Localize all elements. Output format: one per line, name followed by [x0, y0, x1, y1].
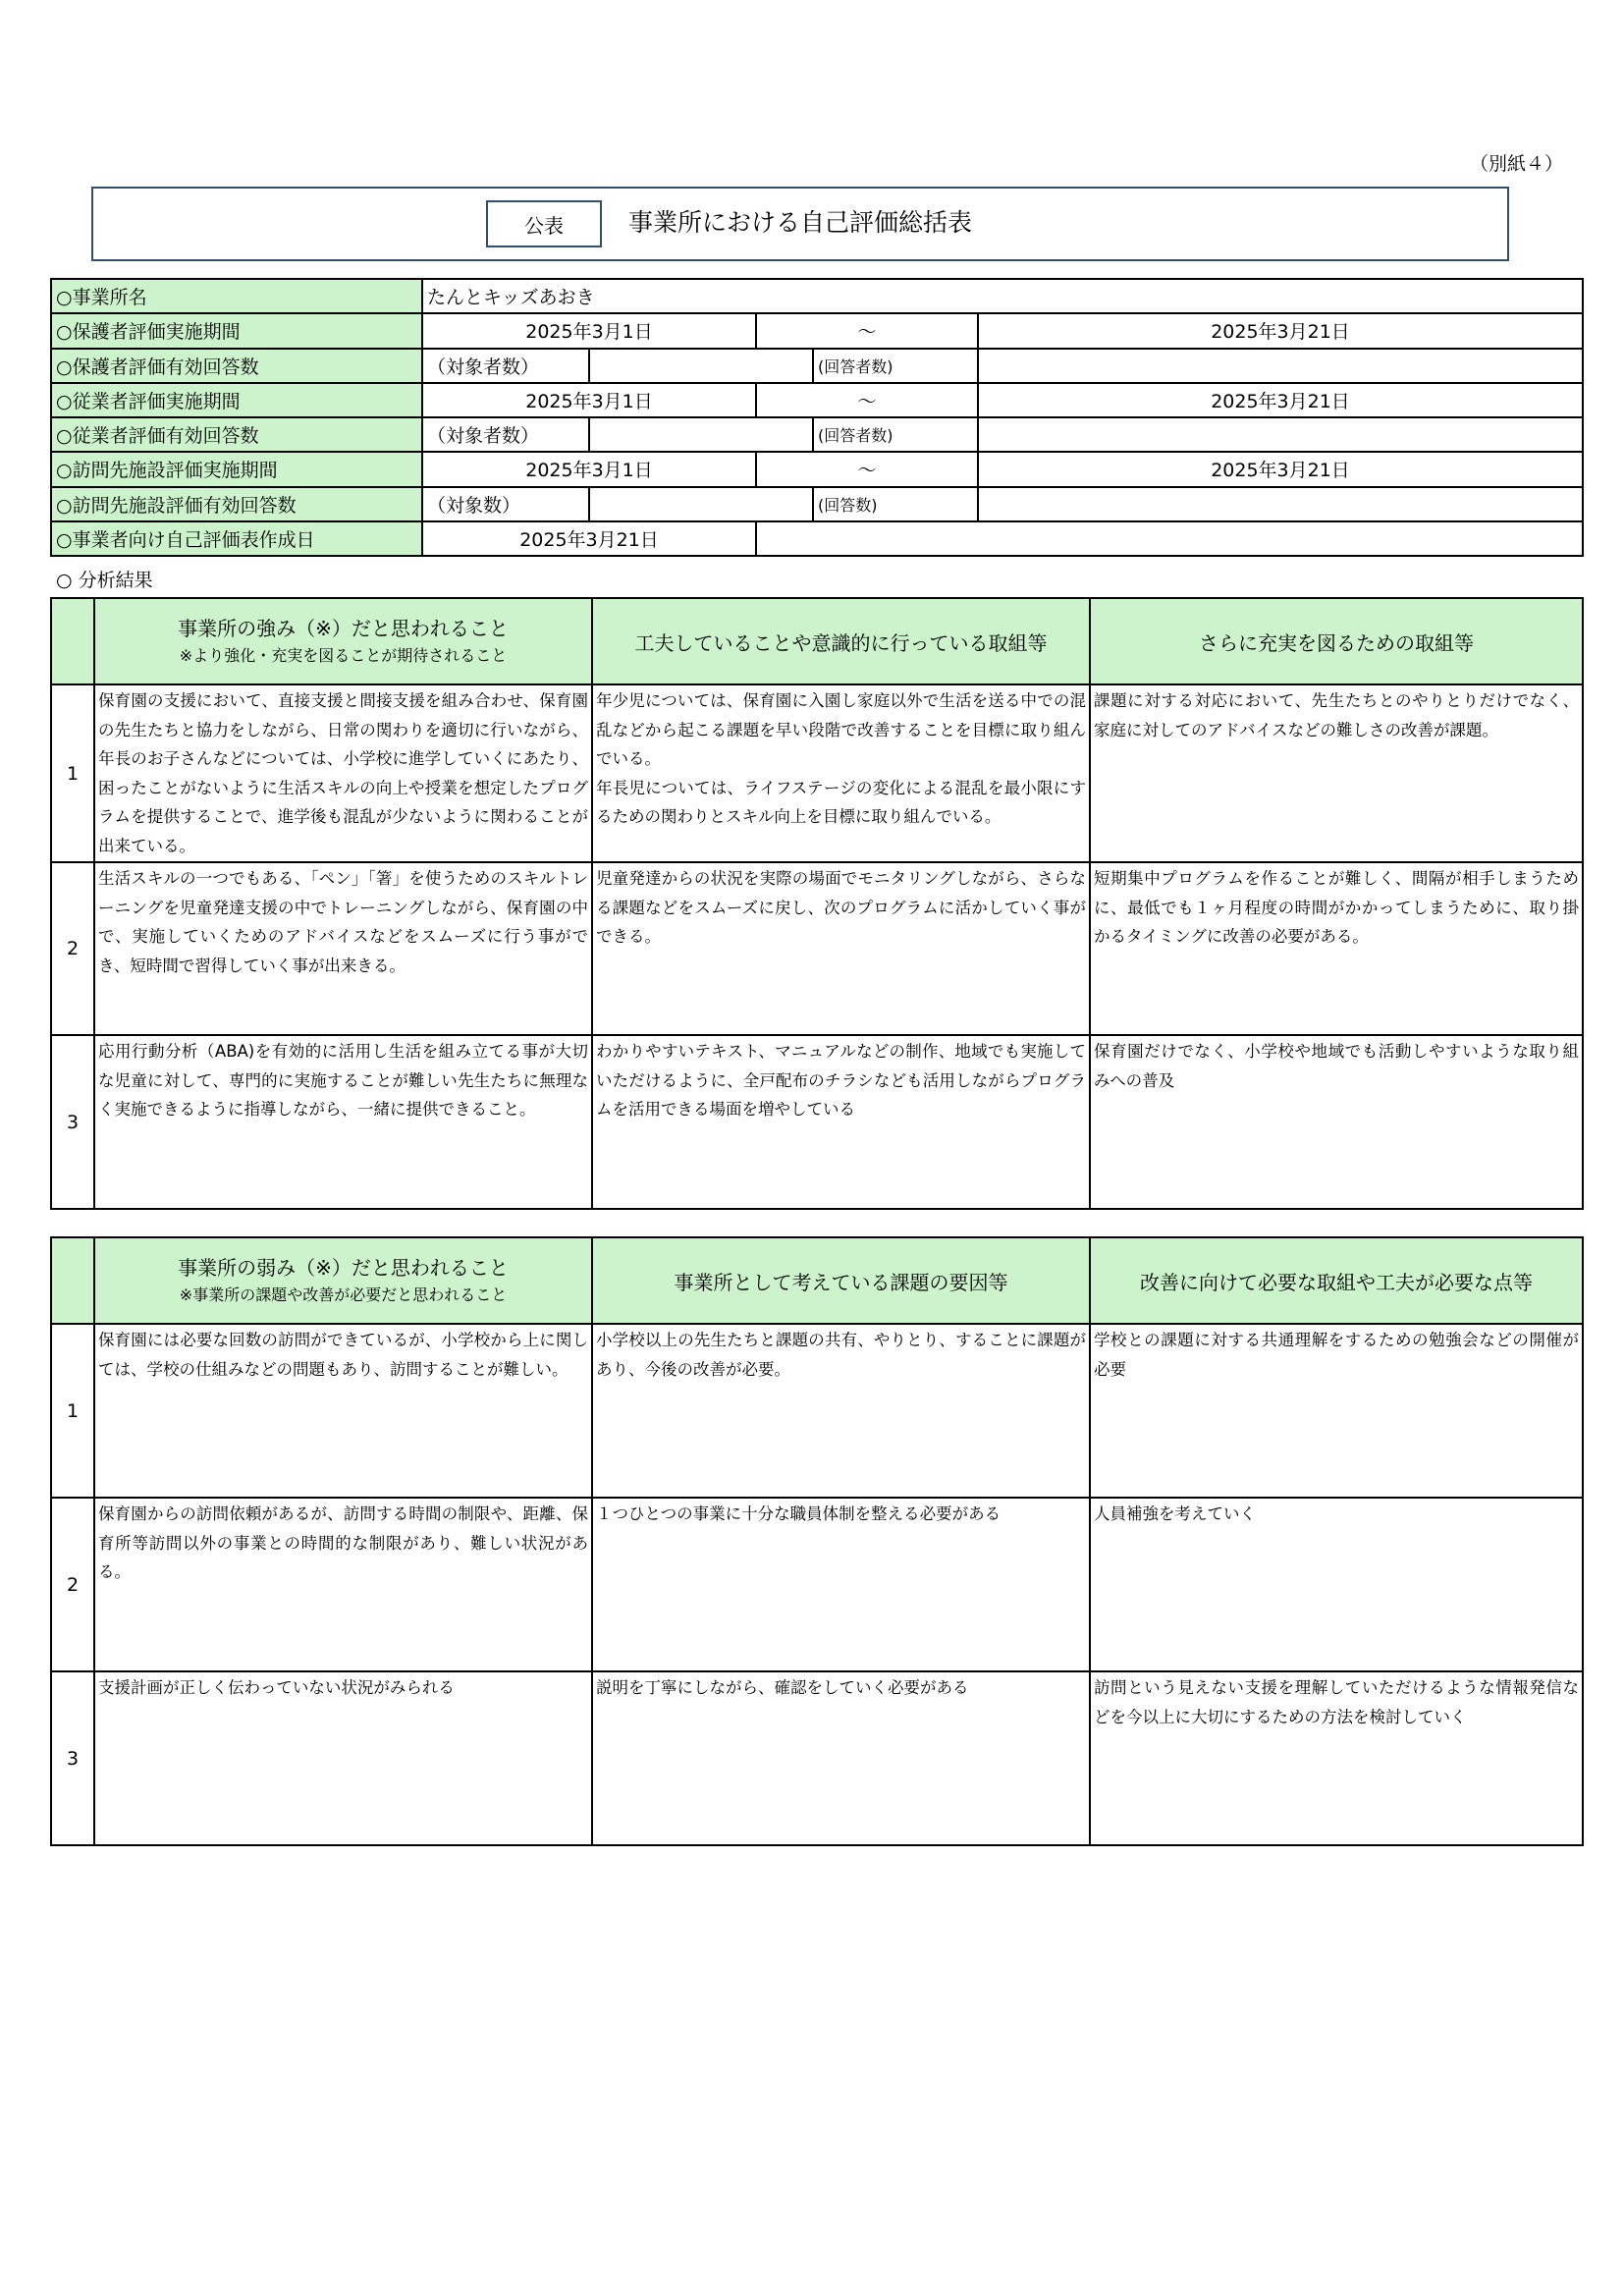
info-row-staff-responses	[51, 417, 1583, 452]
visit-target-count	[589, 487, 813, 521]
visit-period-tilde: ～	[756, 452, 978, 486]
strengths-header-num	[51, 598, 94, 684]
visit-period-end: 2025年3月21日	[978, 452, 1583, 486]
page-title: 事業所における自己評価総括表	[628, 208, 973, 237]
weaknesses-header-col2	[592, 1237, 1090, 1324]
staff-period-label: ○従業者評価実施期間	[51, 383, 422, 417]
info-row-staff-period	[51, 383, 1583, 417]
row-number: 1	[51, 1324, 94, 1498]
row-number: 2	[51, 1498, 94, 1671]
effort-text: わかりやすいテキスト、マニュアルなどの制作、地域でも実施していただけるように、全戸配布のチラシなども活用しながらプログラムを活用できる場面を増やしている	[592, 1035, 1090, 1209]
created-date-empty	[756, 521, 1583, 556]
weaknesses-table	[50, 1236, 1584, 1846]
effort-text-line: 年少児については、保育園に入園し家庭以外で生活を送る中での混乱などから起こる課題を早い段階で改善することを目標に取り組んでいる。 年長児については、ライフステージの変化による混乱を最小限にするための関わりとスキル向上を目標に取り組んでいる。	[596, 691, 1086, 826]
strength-text: 応用行動分析（ABA)を有効的に活用し生活を組み立てる事が大切な児童に対して、専門的に実施することが難しい先生たちに無理なく実施できるように指導しながら、一緒に提供できること。	[94, 1035, 592, 1209]
guardian-answer-count	[978, 349, 1583, 383]
weaknesses-header-col3-text: 改善に向けて必要な取組や工夫が必要な点等	[1140, 1270, 1533, 1294]
cause-text: 説明を丁寧にしながら、確認をしていく必要がある	[592, 1671, 1090, 1845]
weakness-text: 支援計画が正しく伝わっていない状況がみられる	[94, 1671, 592, 1845]
strengths-header-col1-main: 事業所の強み（※）だと思われること	[178, 617, 509, 640]
info-table	[50, 278, 1584, 557]
staff-responses-label: ○従業者評価有効回答数	[51, 417, 422, 452]
strength-text: 保育園の支援において、直接支援と間接支援を組み合わせ、保育園の先生たちと協力をしながら、日常の関わりを適切に行いながら、年長のお子さんなどについては、小学校に進学していくにあたり、困ったことがないように生活スキルの向上や授業を想定したプログラムを提供することで、進学後も混乱が少ないように関わることが出来ている。	[94, 684, 592, 862]
visit-answer-count	[978, 487, 1583, 521]
staff-period-tilde: ～	[756, 383, 978, 417]
weaknesses-header-col3	[1090, 1237, 1583, 1324]
enhancement-text: 短期集中プログラムを作ることが難しく、間隔が相手しまうために、最低でも１ヶ月程度の時間がかかってしまうために、取り掛かるタイミングに改善の必要がある。	[1090, 862, 1583, 1035]
strengths-header-col3-text: さらに充実を図るための取組等	[1199, 630, 1474, 655]
weaknesses-header-col1-main: 事業所の弱み（※）だと思われること	[178, 1256, 509, 1280]
guardian-responses-label: ○保護者評価有効回答数	[51, 349, 422, 383]
row-number: 2	[51, 862, 94, 1035]
strengths-header-col1	[94, 598, 592, 684]
staff-period-start: 2025年3月1日	[422, 383, 756, 417]
improvement-text: 学校との課題に対する共通理解をするための勉強会などの開催が必要	[1090, 1324, 1583, 1498]
effort-text: 児童発達からの状況を実際の場面でモニタリングしながら、さらなる課題などをスムーズに戻し、次のプログラムに活かしていく事ができる。	[592, 862, 1090, 1035]
improvement-text: 人員補強を考えていく	[1090, 1498, 1583, 1671]
info-row-visit-responses	[51, 487, 1583, 521]
visit-period-label: ○訪問先施設評価実施期間	[51, 452, 422, 486]
strengths-header-col2	[592, 598, 1090, 684]
strength-text: 生活スキルの一つでもある、「ペン」「箸」を使うためのスキルトレーニングを児童発達支援の中でトレーニングしながら、保育園の中で、実施していくためのアドバイスなどをスムーズに行う事ができ、短時間で習得していく事が出来きる。	[94, 862, 592, 1035]
table-row	[51, 1671, 1583, 1845]
strengths-header-row	[51, 598, 1583, 684]
weaknesses-header-col1-sub: ※事業所の課題や改善が必要だと思われること	[179, 1285, 508, 1304]
cause-text: 小学校以上の先生たちと課題の共有、やりとり、することに課題があり、今後の改善が必要。	[592, 1324, 1090, 1498]
table-row	[51, 1498, 1583, 1671]
staff-period-end: 2025年3月21日	[978, 383, 1583, 417]
staff-answer-count	[978, 417, 1583, 452]
table-row	[51, 684, 1583, 862]
weakness-text: 保育園には必要な回数の訪問ができているが、小学校から上に関しては、学校の仕組みなどの問題もあり、訪問することが難しい。	[94, 1324, 592, 1498]
weaknesses-header-col2-text: 事業所として考えている課題の要因等	[674, 1270, 1008, 1294]
weaknesses-header-col1	[94, 1237, 592, 1324]
guardian-target-count-label: （対象者数）	[422, 349, 589, 383]
guardian-target-count	[589, 349, 813, 383]
staff-target-count	[589, 417, 813, 452]
info-row-facility-name	[51, 279, 1583, 313]
visit-target-count-label: （対象数）	[422, 487, 589, 521]
appendix-label: （別紙４）	[1469, 153, 1563, 175]
strengths-table	[50, 597, 1584, 1210]
weakness-text: 保育園からの訪問依頼があるが、訪問する時間の制限や、距離、保育所等訪問以外の事業との時間的な制限があり、難しい状況がある。	[94, 1498, 592, 1671]
effort-text	[592, 684, 1090, 862]
enhancement-text: 課題に対する対応において、先生たちとのやりとりだけでなく、家庭に対してのアドバイスなどの難しさの改善が課題。	[1090, 684, 1583, 862]
table-row	[51, 1035, 1583, 1209]
facility-name-value: たんとキッズあおき	[422, 279, 1583, 313]
row-number: 3	[51, 1035, 94, 1209]
row-number: 1	[51, 684, 94, 862]
row-number: 3	[51, 1671, 94, 1845]
info-row-guardian-period	[51, 313, 1583, 348]
guardian-period-start: 2025年3月1日	[422, 313, 756, 348]
analysis-section-label: ○ 分析結果	[56, 570, 153, 591]
info-row-visit-period	[51, 452, 1583, 486]
visit-responses-label: ○訪問先施設評価有効回答数	[51, 487, 422, 521]
created-date-value: 2025年3月21日	[422, 521, 756, 556]
strengths-header-col1-sub: ※より強化・充実を図ることが期待されること	[179, 646, 508, 665]
guardian-period-end: 2025年3月21日	[978, 313, 1583, 348]
strengths-header-col2-text: 工夫していることや意識的に行っている取組等	[634, 630, 1048, 655]
visit-period-start: 2025年3月1日	[422, 452, 756, 486]
info-row-guardian-responses	[51, 349, 1583, 383]
info-row-created-date	[51, 521, 1583, 556]
weaknesses-header-num	[51, 1237, 94, 1324]
facility-name-label: ○事業所名	[51, 279, 422, 313]
strengths-header-col3	[1090, 598, 1583, 684]
staff-answer-count-label: (回答者数)	[813, 417, 978, 452]
weaknesses-header-row	[51, 1237, 1583, 1324]
created-date-label: ○事業者向け自己評価表作成日	[51, 521, 422, 556]
publish-badge: 公表	[486, 200, 602, 247]
cause-text: １つひとつの事業に十分な職員体制を整える必要がある	[592, 1498, 1090, 1671]
title-box	[91, 187, 1509, 261]
table-row	[51, 1324, 1583, 1498]
staff-target-count-label: （対象者数）	[422, 417, 589, 452]
guardian-answer-count-label: (回答者数)	[813, 349, 978, 383]
table-row	[51, 862, 1583, 1035]
enhancement-text: 保育園だけでなく、小学校や地域でも活動しやすいような取り組みへの普及	[1090, 1035, 1583, 1209]
guardian-period-label: ○保護者評価実施期間	[51, 313, 422, 348]
visit-answer-count-label: (回答数)	[813, 487, 978, 521]
improvement-text: 訪問という見えない支援を理解していただけるような情報発信などを今以上に大切にするための方法を検討していく	[1090, 1671, 1583, 1845]
guardian-period-tilde: ～	[756, 313, 978, 348]
